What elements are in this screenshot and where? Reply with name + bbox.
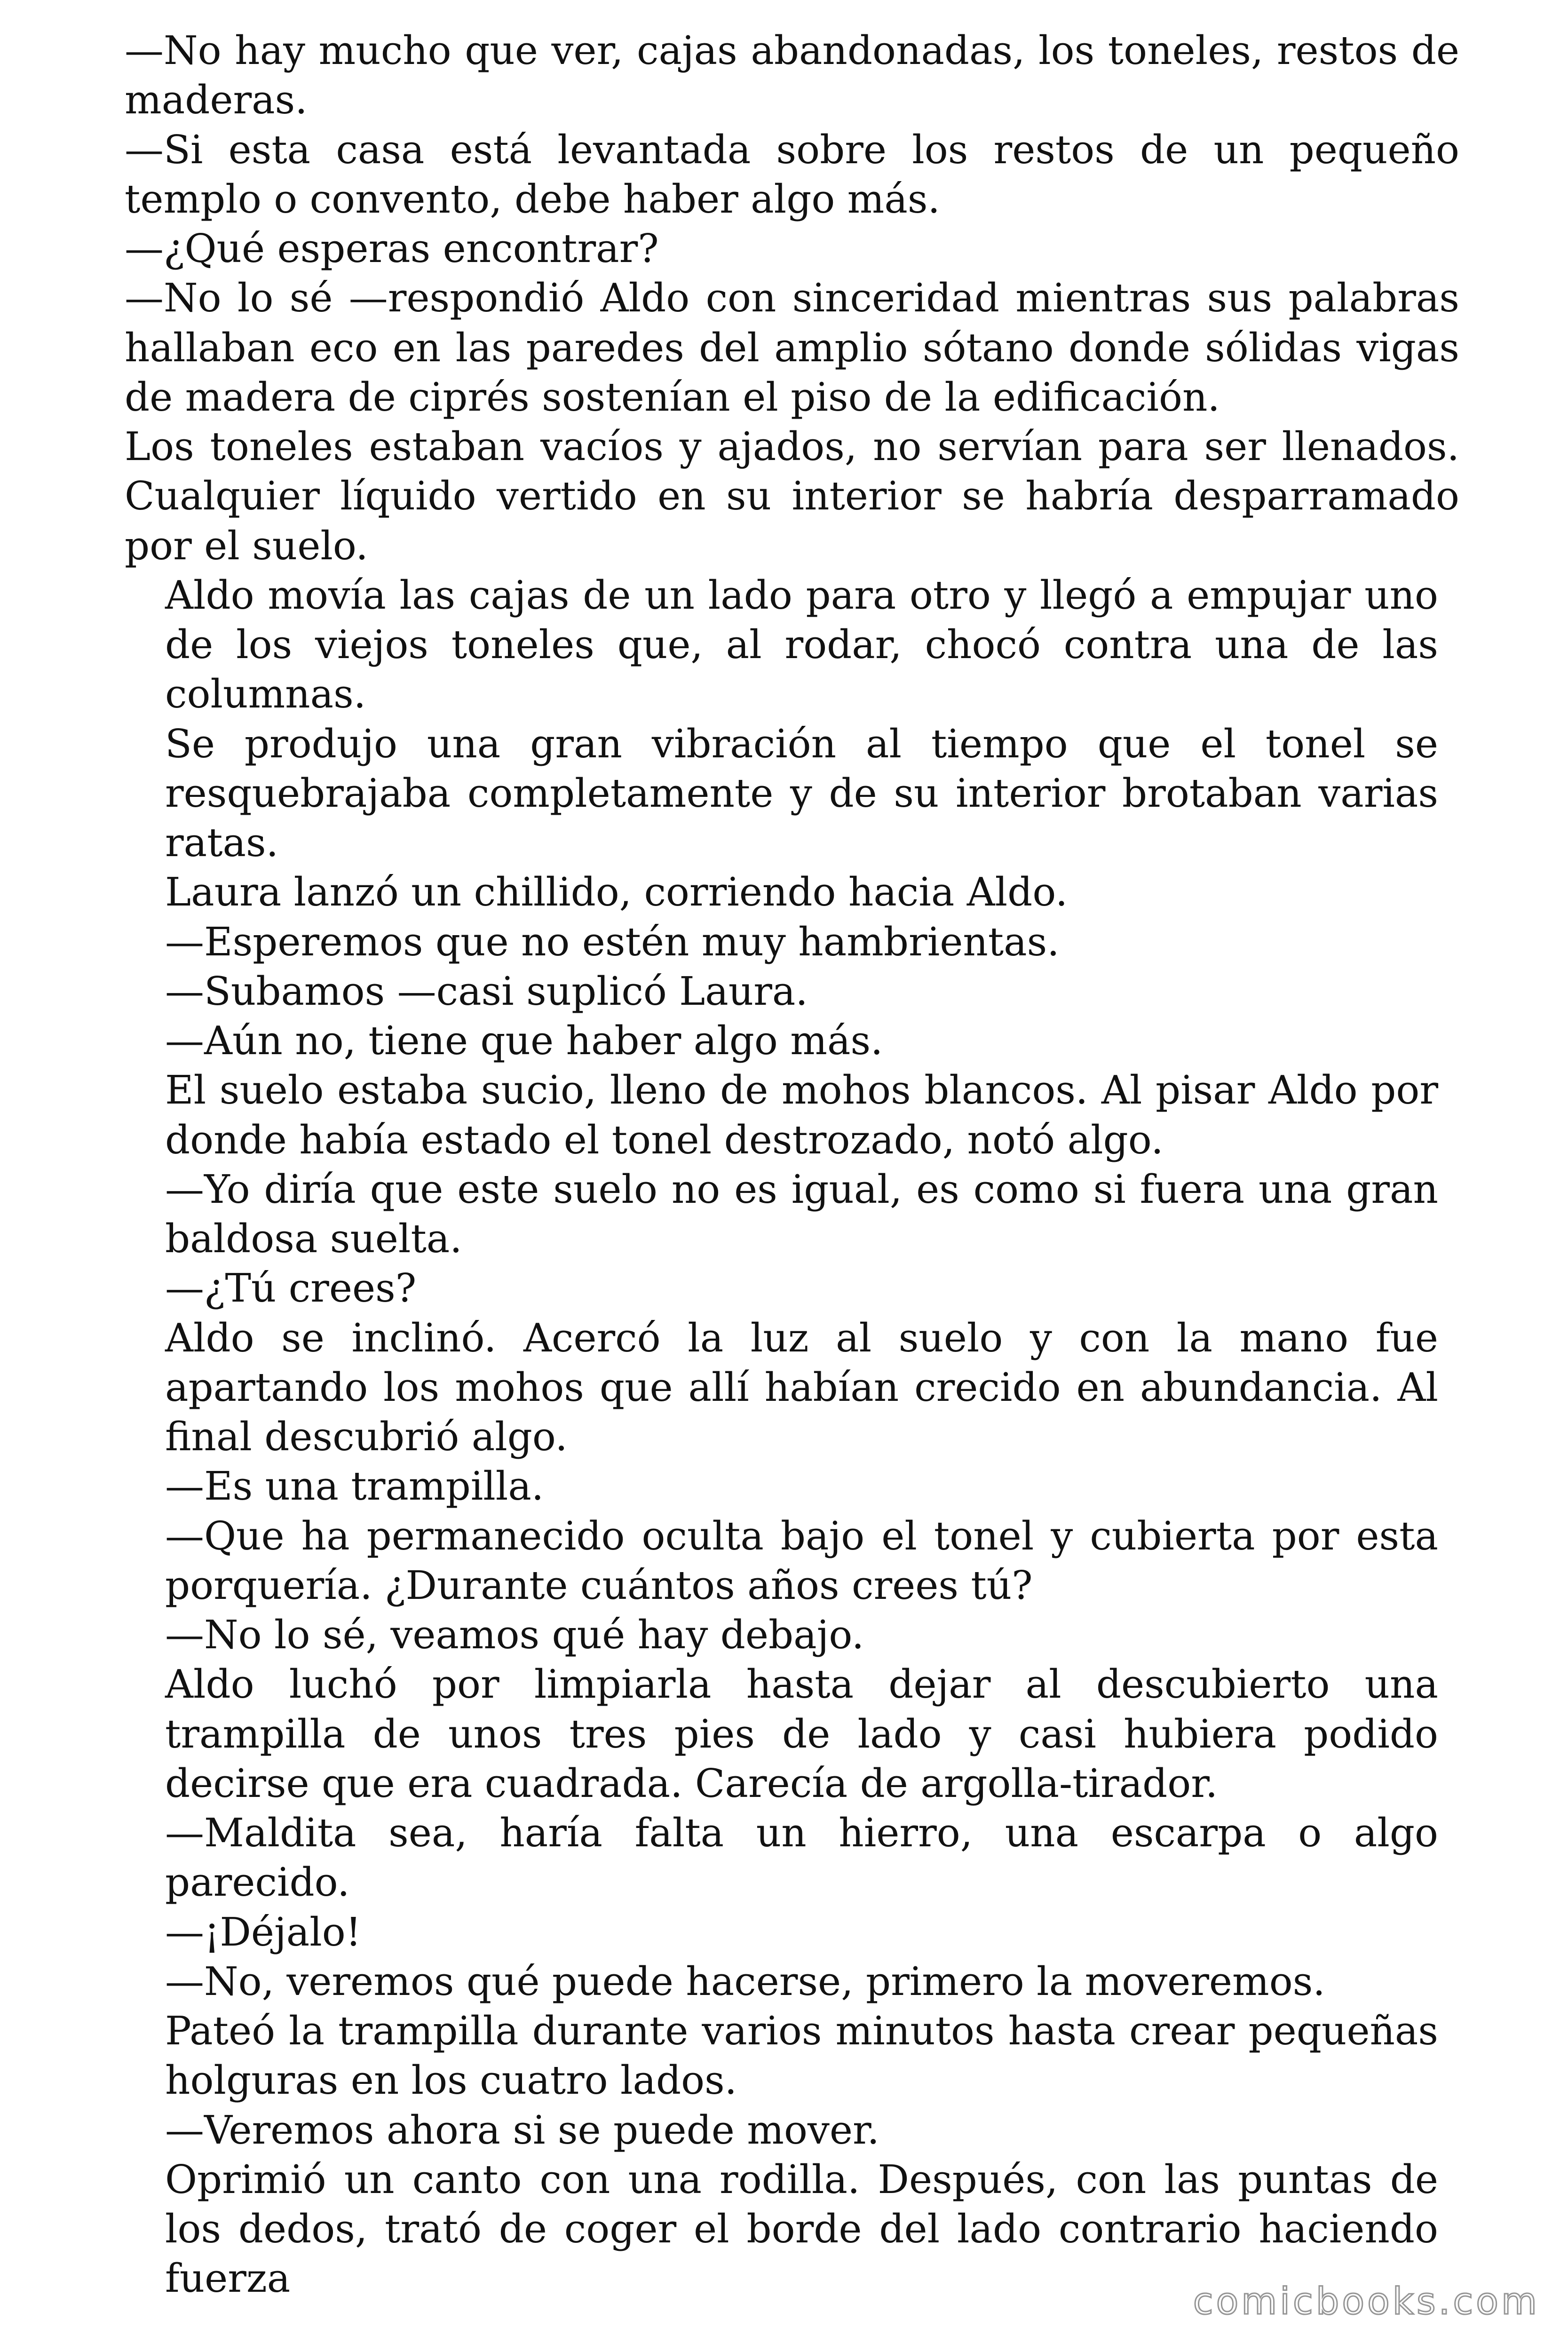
paragraph: —¿Qué esperas encontrar? — [125, 226, 659, 271]
paragraph: —Veremos ahora si se puede mover. — [165, 2107, 879, 2153]
paragraph: —¡Déjalo! — [165, 1909, 362, 1955]
paragraph: —No, veremos qué puede hacerse, primero la moveremos. — [165, 1958, 1325, 2004]
paragraph: Aldo movía las cajas de un lado para otro y llegó a empujar uno de los viejos toneles que, al rodar, chocó contra una de las columnas. — [165, 572, 1438, 717]
paragraph: —No lo sé —respondió Aldo con sinceridad mientras sus palabras hallaban eco en las paredes del amplio sótano donde sólidas vigas de madera de ciprés sostenían el piso de la edificación. — [125, 275, 1459, 420]
paragraph: Laura lanzó un chillido, corriendo hacia Aldo. — [165, 869, 1068, 915]
paragraph: —No hay mucho que ver, cajas abandonadas, los toneles, restos de maderas. — [125, 28, 1459, 123]
paragraph: —Es una trampilla. — [165, 1463, 544, 1510]
paragraph: —Esperemos que no estén muy hambrientas. — [165, 919, 1060, 965]
paragraph: Pateó la trampilla durante varios minutos hasta crear pequeñas holguras en los cuatro lados. — [165, 2008, 1438, 2104]
paragraph: Oprimió un canto con una rodilla. Después, con las puntas de los dedos, trató de coger el borde del lado contrario haciendo fuerza — [165, 2156, 1438, 2302]
paragraph: —Que ha permanecido oculta bajo el tonel y cubierta por esta porquería. ¿Durante cuántos años crees tú? — [165, 1513, 1438, 1608]
paragraph: Se produjo una gran vibración al tiempo que el tonel se resquebrajaba completamente y de su interior brotaban varias ratas. — [165, 721, 1438, 866]
body-text — [125, 26, 1459, 2304]
paragraph: —Maldita sea, haría falta un hierro, una escarpa o algo parecido. — [165, 1810, 1438, 1906]
paragraph: Los toneles estaban vacíos y ajados, no servían para ser llenados. Cualquier líquido vertido en su interior se habría desparramado por el suelo. — [125, 424, 1459, 569]
paragraph: —Yo diría que este suelo no es igual, es como si fuera una gran baldosa suelta. — [165, 1166, 1438, 1262]
paragraph: —Subamos —casi suplicó Laura. — [165, 968, 808, 1014]
paragraph: —¿Tú crees? — [165, 1265, 417, 1311]
paragraph: —No lo sé, veamos qué hay debajo. — [165, 1612, 864, 1658]
watermark-logo: comicbooks.com — [1193, 2280, 1540, 2323]
paragraph: El suelo estaba sucio, lleno de mohos blancos. Al pisar Aldo por donde había estado el tonel destrozado, notó algo. — [165, 1067, 1438, 1163]
paragraph: Aldo luchó por limpiarla hasta dejar al descubierto una trampilla de unos tres pies de lado y casi hubiera podido decirse que era cuadrada. Carecía de argolla-tirador. — [165, 1661, 1438, 1806]
paragraph: —Aún no, tiene que haber algo más. — [165, 1018, 883, 1064]
paragraph: —Si esta casa está levantada sobre los restos de un pequeño templo o convento, debe haber algo más. — [125, 127, 1459, 222]
paragraph: Aldo se inclinó. Acercó la luz al suelo y con la mano fue apartando los mohos que allí habían crecido en abundancia. Al final descubrió algo. — [165, 1315, 1438, 1460]
